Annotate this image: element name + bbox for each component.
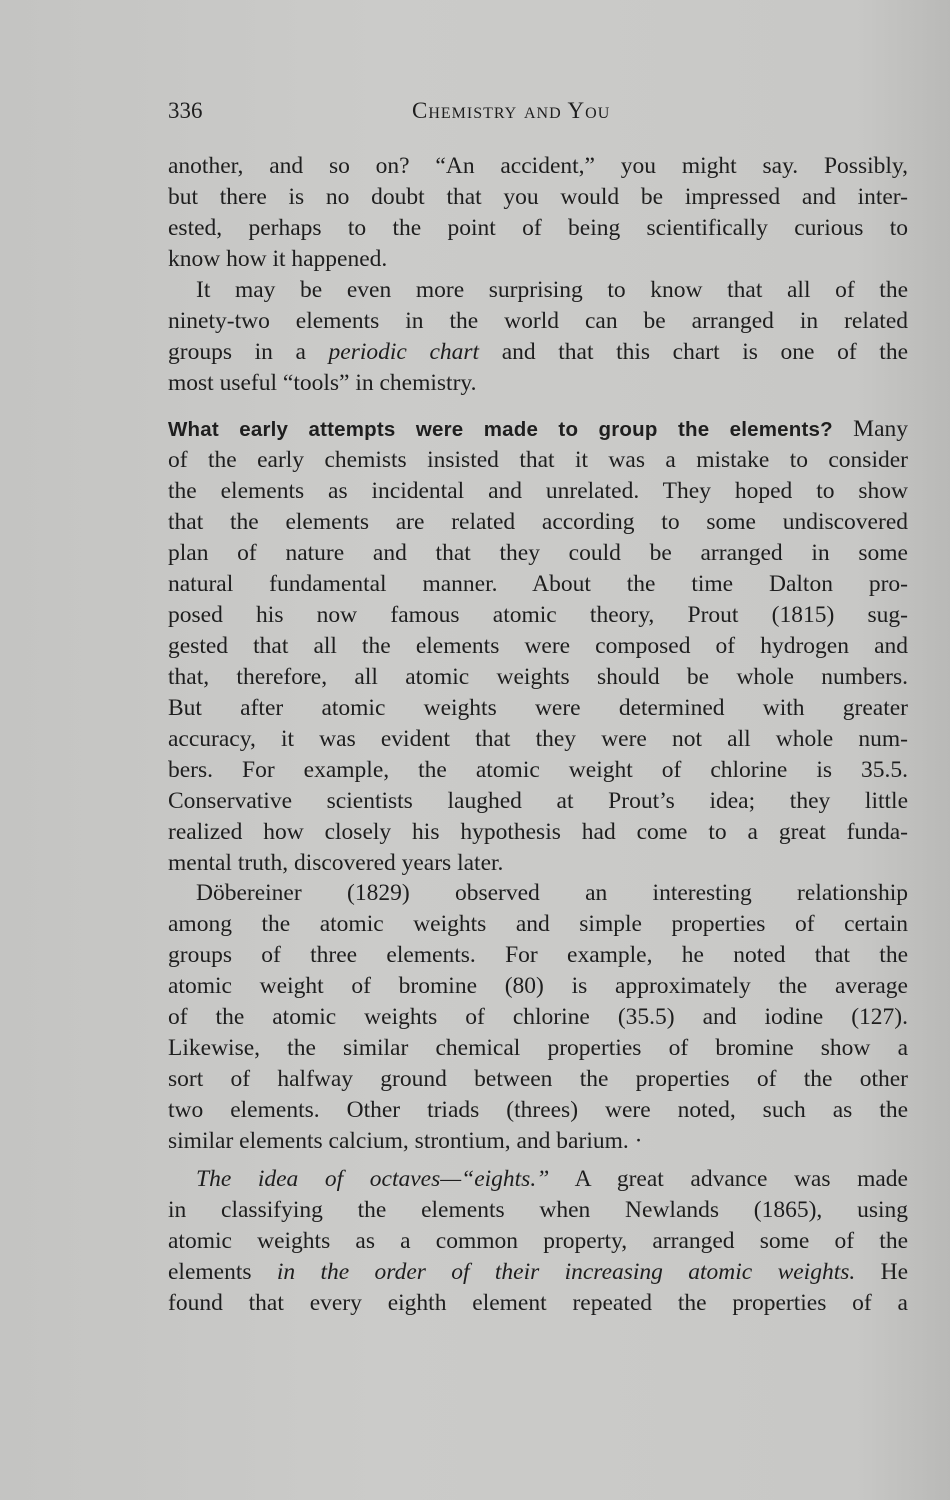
text-line [168, 662, 908, 693]
text-segment: Döbereiner (1829) observed an interesting relationship [196, 880, 908, 906]
text-segment: that the elements are related according to some undiscovered [168, 509, 908, 535]
text-segment: among the atomic weights and simple properties of certain [168, 911, 908, 937]
text-segment: two elements. Other triads (threes) were noted, such as the [168, 1097, 908, 1123]
text-line [168, 1257, 908, 1288]
text-line [168, 940, 908, 971]
text-segment: groups of three elements. For example, he noted that the [168, 942, 908, 968]
text-line [168, 275, 908, 306]
text-segment: accuracy, it was evident that they were not all whole num- [168, 726, 908, 752]
text-line [168, 1226, 908, 1257]
text-line [168, 1288, 908, 1319]
text-segment: Likewise, the similar chemical properties of bromine show a [168, 1035, 908, 1061]
text-segment: and that this chart is one of the [479, 339, 909, 365]
text-segment: plan of nature and that they could be arranged in some [168, 540, 908, 566]
text-line [168, 1002, 908, 1033]
text-segment: atomic weight of bromine (80) is approximately the average [168, 973, 908, 999]
text-segment: posed his now famous atomic theory, Prout (1815) sug- [168, 602, 908, 628]
text-line [168, 1064, 908, 1095]
text-line [168, 755, 908, 786]
text-line [168, 1033, 908, 1064]
text-segment: He [855, 1259, 908, 1285]
text-segment: another, and so on? “An accident,” you might say. Possibly, [168, 153, 908, 179]
text-line [168, 414, 908, 445]
text-line [168, 1164, 908, 1195]
text-segment: the elements as incidental and unrelated. They hoped to show [168, 478, 908, 504]
text-segment: of the early chemists insisted that it was a mistake to consider [168, 447, 908, 473]
text-line [168, 213, 908, 244]
text-line [168, 600, 908, 631]
text-line [168, 848, 908, 879]
text-line [168, 306, 908, 337]
text-line [168, 1195, 908, 1226]
text-segment: most useful “tools” in chemistry. [168, 370, 477, 396]
text-line [168, 182, 908, 213]
text-segment: found that every eighth element repeated the properties of a [168, 1290, 908, 1316]
section-heading: What early attempts were made to group the elements? [168, 418, 833, 441]
text-line [168, 337, 908, 368]
text-line [168, 151, 908, 182]
text-segment: atomic weights as a common property, arranged some of the [168, 1228, 908, 1254]
italic-text: The idea of octaves—“eights.” [196, 1166, 550, 1192]
text-segment: But after atomic weights were determined with greater [168, 695, 908, 721]
text-segment: Many [832, 416, 908, 442]
text-segment: ninety-two elements in the world can be arranged in related [168, 308, 908, 334]
text-segment: of the atomic weights of chlorine (35.5) and iodine (127). [168, 1004, 908, 1030]
text-line [168, 786, 908, 817]
text-segment: know how it happened. [168, 246, 388, 272]
text-segment: similar elements calcium, strontium, and barium. · [168, 1128, 643, 1154]
paragraph [168, 414, 908, 879]
text-segment: ested, perhaps to the point of being scientifically curious to [168, 215, 908, 241]
text-line [168, 445, 908, 476]
text-segment: natural fundamental manner. About the time Dalton pro- [168, 571, 908, 597]
text-segment: bers. For example, the atomic weight of chlorine is 35.5. [168, 757, 908, 783]
text-segment: sort of halfway ground between the properties of the other [168, 1066, 908, 1092]
text-segment: gested that all the elements were composed of hydrogen and [168, 633, 908, 659]
text-segment: that, therefore, all atomic weights should be whole numbers. [168, 664, 908, 690]
text-line [168, 878, 908, 909]
text-line [168, 569, 908, 600]
paragraph [168, 275, 908, 399]
italic-text: in the order of their increasing atomic weights. [276, 1259, 856, 1285]
text-line [168, 909, 908, 940]
text-line [168, 538, 908, 569]
running-head: Chemistry and You [412, 98, 611, 123]
text-line [168, 244, 908, 275]
text-segment: elements [168, 1259, 277, 1285]
text-segment: A great advance was made [549, 1166, 908, 1192]
text-line [168, 971, 908, 1002]
text-segment: realized how closely his hypothesis had come to a great funda- [168, 819, 908, 845]
text-line [168, 1095, 908, 1126]
text-line [168, 507, 908, 538]
page-number: 336 [168, 98, 203, 123]
text-segment: in classifying the elements when Newlands (1865), using [168, 1197, 908, 1223]
text-line [168, 631, 908, 662]
text-segment: but there is no doubt that you would be impressed and inter- [168, 184, 908, 210]
paragraph [168, 878, 908, 1157]
text-segment: It may be even more surprising to know that all of the [196, 277, 908, 303]
text-segment: Conservative scientists laughed at Prout’s idea; they little [168, 788, 908, 814]
text-line [168, 368, 908, 399]
text-line [168, 817, 908, 848]
text-line [168, 1126, 908, 1157]
text-line [168, 724, 908, 755]
paragraph [168, 151, 908, 275]
paragraph [168, 1164, 908, 1319]
italic-text: periodic chart [328, 339, 480, 365]
text-line [168, 693, 908, 724]
text-line [168, 476, 908, 507]
text-segment: mental truth, discovered years later. [168, 850, 504, 876]
text-segment: groups in a [168, 339, 329, 365]
